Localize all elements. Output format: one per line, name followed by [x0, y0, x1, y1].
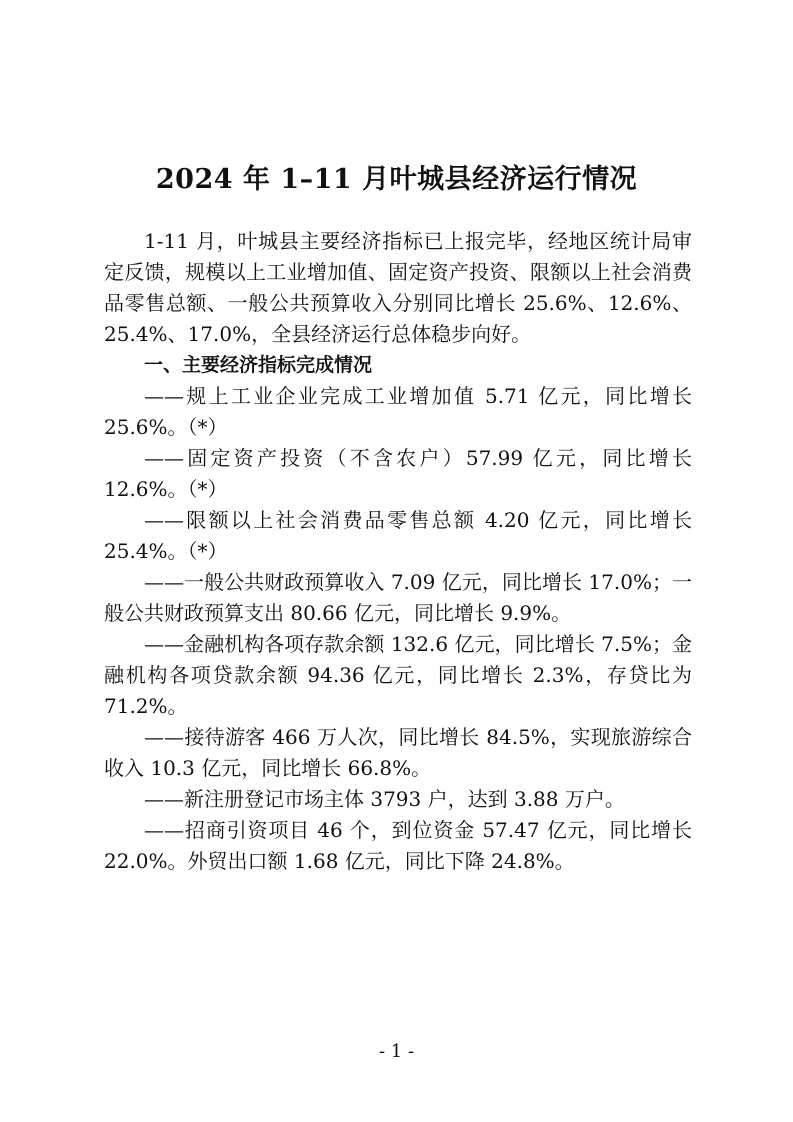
indicator-item-investment-trade: ——招商引资项目 46 个，到位资金 57.47 亿元，同比增长 22.0%。外贸出口额 1.68 亿元，同比下降 24.8%。 — [104, 818, 692, 873]
indicator-item-industry: ——规上工业企业完成工业增加值 5.71 亿元，同比增长 25.6%。（*） — [104, 384, 692, 439]
indicator-item-retail-sales: ——限额以上社会消费品零售总额 4.20 亿元，同比增长 25.4%。（*） — [104, 508, 692, 563]
indicator-item-tourism: ——接待游客 466 万人次，同比增长 84.5%，实现旅游综合收入 10.3 亿元，同比增长 66.8%。 — [104, 725, 692, 780]
indicator-item-fixed-investment: ——固定资产投资（不含农户）57.99 亿元，同比增长 12.6%。（*） — [104, 446, 692, 501]
indicator-item-public-budget: ——一般公共财政预算收入 7.09 亿元，同比增长 17.0%；一般公共财政预算支出 80.66 亿元，同比增长 9.9%。 — [104, 570, 692, 625]
page-number: - 1 - — [378, 1041, 415, 1062]
document-title: 2024 年 1–11 月叶城县经济运行情况 — [155, 164, 638, 195]
indicator-item-market-entities: ——新注册登记市场主体 3793 户，达到 3.88 万户。 — [144, 787, 625, 811]
document-body — [104, 226, 692, 877]
section-heading: 一、主要经济指标完成情况 — [144, 354, 373, 376]
indicator-item-finance: ——金融机构各项存款余额 132.6 亿元，同比增长 7.5%；金融机构各项贷款余额 94.36 亿元，同比增长 2.3%，存贷比为 71.2%。 — [104, 632, 692, 718]
intro-paragraph: 1-11 月，叶城县主要经济指标已上报完毕，经地区统计局审定反馈，规模以上工业增加值、固定资产投资、限额以上社会消费品零售总额、一般公共预算收入分别同比增长 25.6%、12.6%、25.4%、17.0%，全县经济运行总体稳步向好。 — [104, 229, 692, 346]
